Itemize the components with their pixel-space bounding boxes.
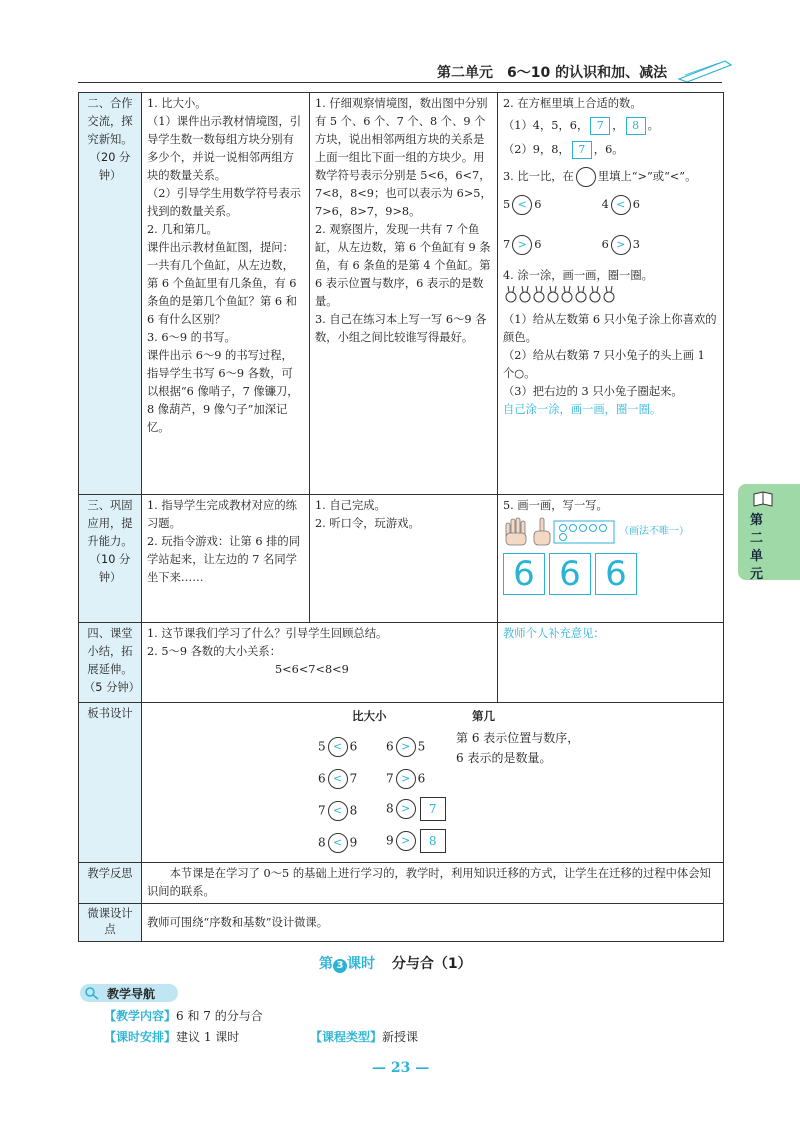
rabbits-icon [503, 285, 623, 305]
compare-row: 7 > 6 6 > 3 [503, 235, 718, 261]
exercise-consolidate: 5. 画一画，写一写。 （画法不唯一） 6 6 6 [498, 495, 724, 623]
reflection-text: 本节课是在学习了 0～5 的基础上进行学习的，教学时，利用知识迁移的方式，让学生在迁移的过程中体会知识间的联系。 [142, 863, 724, 904]
exercise-new-knowledge: 2. 在方框里填上合适的数。 （1）4，5，6， 7 ， 8 。 （2）9，8， 7 ，6。 3. 比一比，在 里填上“>”或“<”。 5 < 6 4 < 6 7 > 6 6 > 3 4. 涂一涂，画一画，圈一圈。 （1）给从左数第 6 只小兔子涂上你喜欢的颜色。 （2）给从右数第 7 只小兔子的头上画 1 个○。 （3）把右边的 3 只小兔子圈起来。 自己涂一涂，画一画，圈一圈。 [498, 93, 724, 495]
board-compare-right: 8 > 7 [386, 797, 446, 821]
board-compare-right: 6 > 5 [386, 737, 425, 757]
student-activity-new-knowledge: 1. 仔细观察情境图，数出图中分别有 5 个、6 个、7 个、8 个、9 个方块，说出相邻两组方块的关系是上面一组比下面一组的方块少。用数学符号表示分别是 5<6，6<7，7<8，8<9；也可以表示为 6>5，7>6，8>7，9>8。 2. 观察图片，发现一共有 7 个鱼缸，从左边数，第 6 个鱼缸有 9 条鱼，有 6 条鱼的是第 4 个鱼缸。第 6 表示位置与数序，6 表示的是数量。 3. 自己在练习本上写一写 6～9 各数，小组之间比较谁写得最好。 [310, 93, 498, 495]
teacher-activity-consolidate: 1. 指导学生完成教材对应的练习题。 2. 玩指令游戏：让第 6 排的同学站起来，让左边的 7 名同学坐下来…… [142, 495, 310, 623]
compare-circle: > [611, 235, 631, 255]
writing-cell: 6 [595, 553, 637, 595]
guide-content: 【教学内容】6 和 7 的分与合 [104, 1009, 263, 1023]
compare-circle: < [611, 195, 631, 215]
board-compare-right: 7 > 6 [386, 769, 425, 789]
board-design: 比大小 第几 第 6 表示位置与数序， 6 表示的是数量。 5 < 6 6 < 7 7 < 8 8 < 9 6 > 5 7 > 6 8 > 7 9 > 8 [142, 703, 724, 863]
compare-question: 3. 比一比，在 里填上“>”或“<”。 [503, 167, 718, 187]
writing-cell: 6 [549, 553, 591, 595]
stage-label-summary: 四、课堂小结，拓展延伸。 （5 分钟） [79, 623, 142, 703]
draw-write-figure: （画法不唯一） [503, 517, 718, 547]
pencil-decoration-icon [675, 55, 735, 83]
summary-content: 1. 这节课我们学习了什么？引导学生回顾总结。 2. 5～9 各数的大小关系： 5<6<7<8<9 [142, 623, 498, 703]
page-number: — 23 — [372, 1060, 430, 1076]
board-compare-left: 8 < 9 [318, 833, 357, 853]
student-activity-consolidate: 1. 自己完成。 2. 听口令，玩游戏。 [310, 495, 498, 623]
guide-icon [84, 986, 100, 1000]
stage-label-reflection: 教学反思 [79, 863, 142, 904]
answer-box: 7 [572, 141, 592, 159]
answer-box: 7 [590, 117, 610, 135]
header-rule [78, 82, 722, 83]
circle-grid-answer-icon [553, 520, 615, 544]
stage-label-micro: 微课设计点 [79, 904, 142, 942]
hand-five-icon [503, 517, 531, 547]
side-tab-label: 第二单元 [750, 513, 764, 582]
next-lesson-title: 第 3 课时 分与合（1） [319, 956, 472, 972]
board-compare-left: 7 < 8 [318, 801, 357, 821]
micro-text: 教师可围绕“序数和基数”设计微课。 [142, 904, 724, 942]
board-compare-left: 6 < 7 [318, 769, 357, 789]
compare-circle: > [512, 235, 532, 255]
unit-header-title: 第二单元 6～10 的认识和加、减法 [437, 65, 668, 81]
book-icon [752, 490, 774, 508]
stage-label-consolidate: 三、巩固应用，提升能力。 （10 分钟） [79, 495, 142, 623]
answer-hint: 自己涂一涂，画一画，圈一圈。 [503, 403, 662, 416]
answer-box: 8 [626, 117, 646, 135]
writing-cell: 6 [503, 553, 545, 595]
sequence-1: （1）4，5，6， 7 ， 8 。 [503, 117, 718, 135]
lesson-plan-table [78, 92, 724, 942]
compare-row: 5 < 6 4 < 6 [503, 195, 718, 221]
teacher-activity-new-knowledge: 1. 比大小。 （1）课件出示教材情境图，引导学生数一数每组方块分别有多少个，并说一说相邻两组方块的数量关系。 （2）引导学生用数学符号表示找到的数量关系。 2. 几和第几。 课件出示教材鱼缸图，提问：一共有几个鱼缸，从左边数，第 6 个鱼缸里有几条鱼，有 6 条鱼的是第几个鱼缸？第 6 和 6 有什么区别？ 3. 6～9 的书写。 课件出示 6～9 的书写过程，指导学生书写 6～9 各数，可以根据“6 像哨子，7 像镰刀，8 像葫芦，9 像勺子”加深记忆。 [142, 93, 310, 495]
stage-label-board: 板书设计 [79, 703, 142, 863]
digit-writing-grid [503, 553, 718, 595]
blank-circle-icon [576, 167, 596, 187]
guide-type: 【课程类型】新授课 [310, 1030, 419, 1044]
board-compare-left: 5 < 6 [318, 737, 357, 757]
board-compare-right: 9 > 8 [386, 829, 446, 853]
guide-time: 【课时安排】建议 1 课时 [104, 1030, 240, 1044]
compare-circle: < [512, 195, 532, 215]
hand-one-icon [531, 517, 553, 547]
teacher-note-cell: 教师个人补充意见： [498, 623, 724, 703]
sequence-2: （2）9，8， 7 ，6。 [503, 141, 718, 159]
stage-label-new-knowledge: 二、合作交流，探究新知。 （20 分钟） [79, 93, 142, 495]
